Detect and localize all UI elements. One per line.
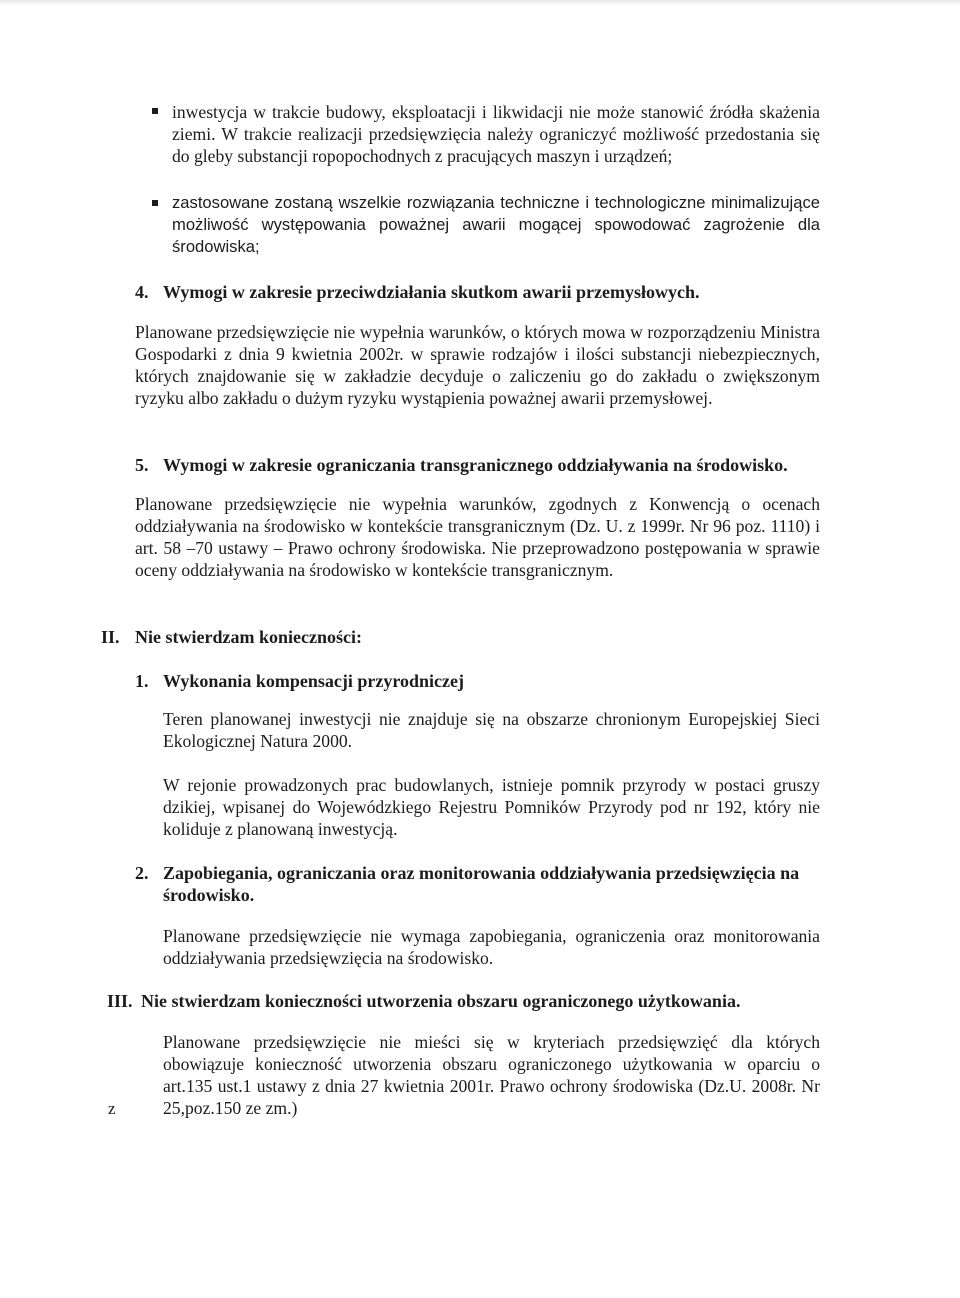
section-5-text: Planowane przedsięwzięcie nie wypełnia warunków, zgodnych z Konwencją o ocenach oddziaływania na środowisko w kontekście transgranicznym (Dz. U. z 1999r. Nr 96 poz. 1110) i art. 58 –70 ustawy – Prawo ochrony środowiska. Nie przeprowadzono postępowania w sprawie oceny oddziaływania na środowisko w kontekście transgranicznym. bbox=[135, 494, 820, 580]
section-4-text: Planowane przedsięwzięcie nie wypełnia warunków, o których mowa w rozporządzeniu Ministra Gospodarki z dnia 9 kwietnia 2002r. w sprawie rodzajów i ilości substancji niebezpiecznych, których znajdowanie się w zakładzie decyduje o zaliczeniu go do zakładu o zwiększonym ryzyku albo zakładu o dużym ryzyku wystąpienia poważnej awarii przemysłowej. bbox=[135, 322, 820, 408]
part-III-heading bbox=[107, 990, 827, 1012]
section-4-heading bbox=[135, 281, 825, 303]
part-III-title: Nie stwierdzam konieczności utworzenia obszaru ograniczonego użytkowania. bbox=[141, 991, 741, 1011]
section-4-title: Wymogi w zakresie przeciwdziałania skutkom awarii przemysłowych. bbox=[163, 282, 700, 302]
bullet-item-2: zastosowane zostaną wszelkie rozwiązania techniczne i technologiczne minimalizujące możliwość występowania poważnej awarii mogącej spowodować zagrożenie dla środowiska; bbox=[172, 193, 820, 256]
bullet-item-1: inwestycja w trakcie budowy, eksploatacji i likwidacji nie może stanowić źródła skażenia ziemi. W trakcie realizacji przedsięwzięcia należy ograniczyć możliwość przedostania się do gleby substancji ropopochodnych z pracujących maszyn i urządzeń; bbox=[172, 102, 820, 166]
item-1-title: Wykonania kompensacji przyrodniczej bbox=[163, 671, 465, 691]
item-2-title: Zapobiegania, ograniczania oraz monitorowania oddziaływania przedsięwzięcia na środowisko. bbox=[163, 863, 800, 905]
section-5-number: 5. bbox=[135, 455, 149, 475]
item-1-text-2: W rejonie prowadzonych prac budowlanych, istnieje pomnik przyrody w postaci gruszy dzikiej, wpisanej do Wojewódzkiego Rejestru Pomników Przyrody pod nr 192, który nie koliduje z planowaną inwestycją. bbox=[163, 775, 820, 839]
item-1-number: 1. bbox=[135, 671, 149, 691]
section-5-title: Wymogi w zakresie ograniczania transgranicznego oddziaływania na środowisko. bbox=[163, 455, 788, 475]
item-1-heading bbox=[135, 670, 815, 692]
part-III-text: Planowane przedsięwzięcie nie mieści się w kryteriach przedsięwzięć dla których obowiązuje konieczność utworzenia obszaru ograniczonego użytkowania w oparciu o art.135 ust.1 ustawy z dnia 27 kwietnia 2001r. Prawo ochrony środowiska (Dz.U. 2008r. Nr 25,poz.150 ze zm.) bbox=[163, 1032, 820, 1118]
item-1-text-1: Teren planowanej inwestycji nie znajduje się na obszarze chronionym Europejskiej Sieci Ekologicznej Natura 2000. bbox=[163, 709, 820, 751]
part-II-heading bbox=[101, 626, 801, 648]
scan-edge bbox=[0, 0, 960, 6]
part-II-title: Nie stwierdzam konieczności: bbox=[135, 627, 362, 647]
item-2-heading bbox=[135, 862, 825, 906]
part-II-number: II. bbox=[101, 627, 120, 647]
section-5-heading bbox=[135, 454, 835, 476]
item-2-text: Planowane przedsięwzięcie nie wymaga zapobiegania, ograniczenia oraz monitorowania oddziaływania przedsięwzięcia na środowisko. bbox=[163, 926, 820, 968]
section-4-number: 4. bbox=[135, 282, 149, 302]
margin-mark: z bbox=[108, 1099, 116, 1118]
bullet-icon bbox=[152, 108, 158, 114]
part-III-number: III. bbox=[107, 991, 133, 1011]
bullet-icon bbox=[152, 200, 158, 206]
item-2-number: 2. bbox=[135, 863, 149, 883]
